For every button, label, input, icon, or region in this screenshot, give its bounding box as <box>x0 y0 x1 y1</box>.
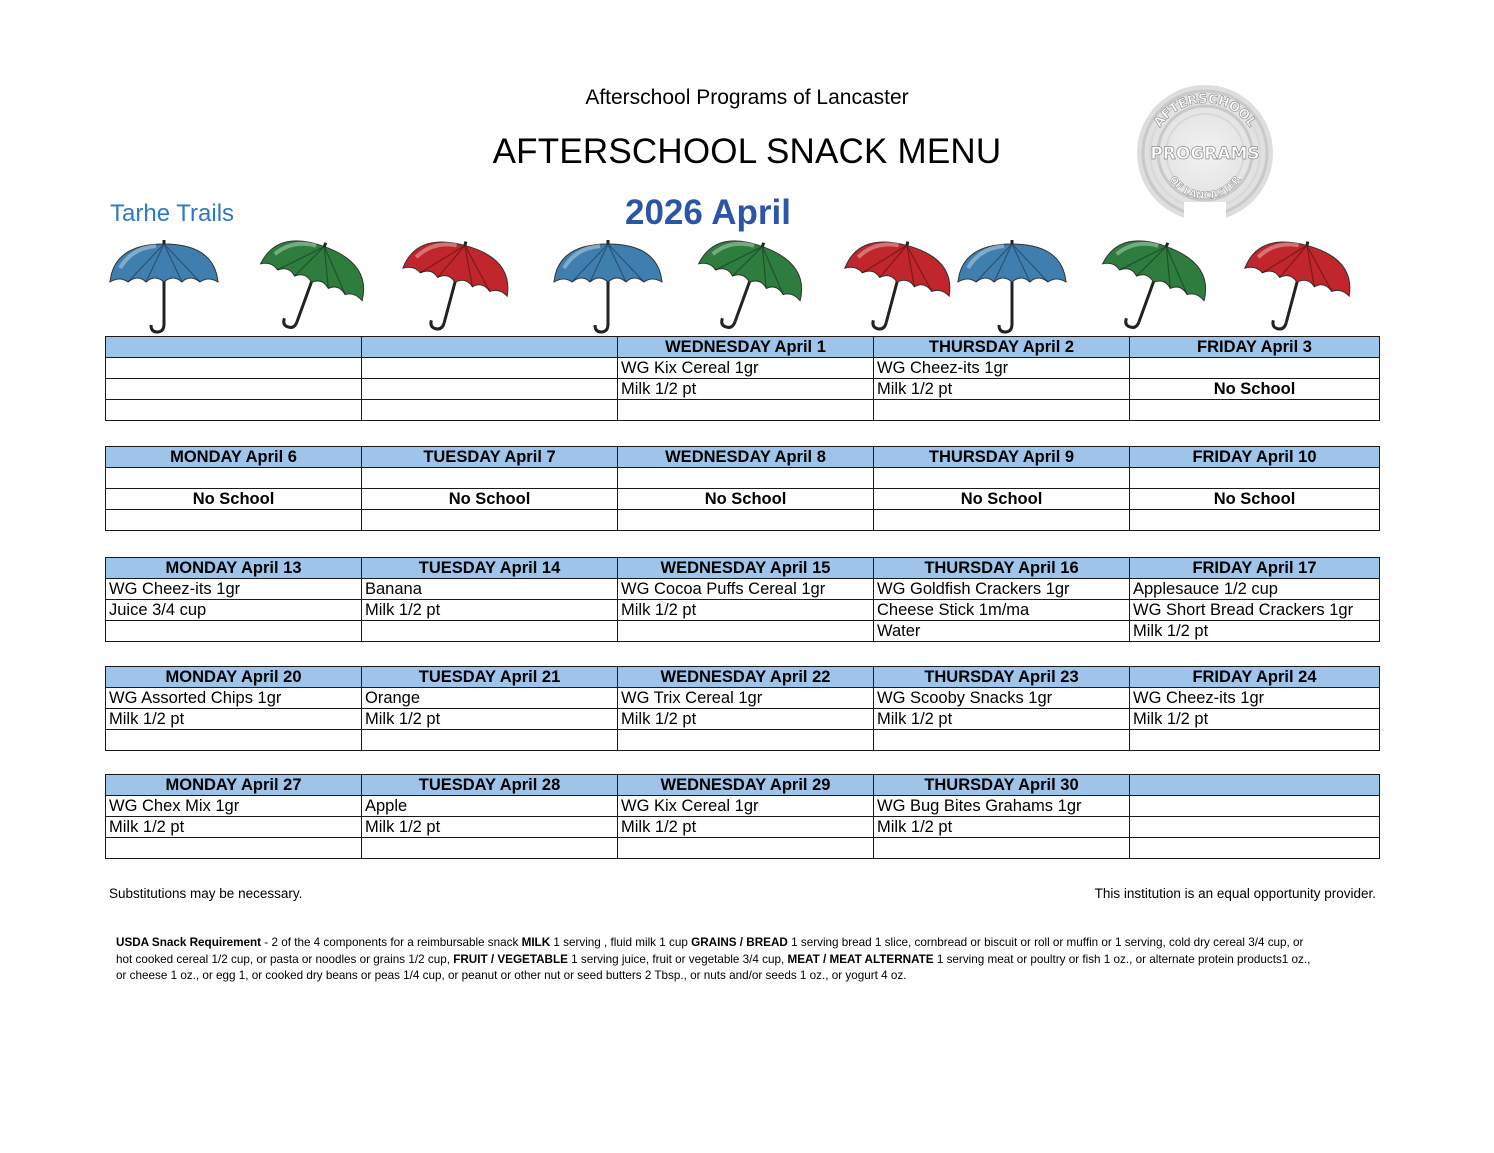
menu-row <box>106 709 1380 730</box>
day-header: FRIDAY April 3 <box>1130 337 1380 358</box>
menu-item-cell: Milk 1/2 pt <box>106 709 362 730</box>
menu-item-cell: Water <box>874 621 1130 642</box>
menu-item-cell <box>106 621 362 642</box>
menu-item-cell <box>618 838 874 859</box>
fruit-text: 1 serving juice, fruit or vegetable 3/4 cup, <box>567 952 788 966</box>
umbrella-icon <box>838 236 954 334</box>
menu-item-cell: Milk 1/2 pt <box>1130 709 1380 730</box>
menu-item-cell: Milk 1/2 pt <box>362 817 618 838</box>
umbrella-icon <box>1238 236 1354 334</box>
menu-item-cell <box>874 468 1130 489</box>
day-header: WEDNESDAY April 8 <box>618 447 874 468</box>
menu-item-cell <box>106 510 362 531</box>
usda-requirement-note <box>116 935 1316 985</box>
menu-item-cell: Milk 1/2 pt <box>874 817 1130 838</box>
menu-item-cell: WG Cheez-its 1gr <box>1130 688 1380 709</box>
menu-item-cell: WG Goldfish Crackers 1gr <box>874 579 1130 600</box>
day-header: THURSDAY April 2 <box>874 337 1130 358</box>
menu-item-cell: Milk 1/2 pt <box>618 600 874 621</box>
menu-item-cell: Milk 1/2 pt <box>1130 621 1380 642</box>
day-header-row <box>106 337 1380 358</box>
program-logo <box>1124 82 1286 224</box>
menu-item-cell <box>362 621 618 642</box>
menu-item-cell <box>106 358 362 379</box>
menu-item-cell: Banana <box>362 579 618 600</box>
menu-row <box>106 358 1380 379</box>
logo-text-top: AFTERSCHOOL <box>1151 91 1259 131</box>
menu-item-cell: WG Cheez-its 1gr <box>106 579 362 600</box>
menu-item-cell <box>874 838 1130 859</box>
day-header <box>1130 775 1380 796</box>
menu-row <box>106 621 1380 642</box>
menu-item-cell: Applesauce 1/2 cup <box>1130 579 1380 600</box>
menu-item-cell <box>1130 358 1380 379</box>
day-header: WEDNESDAY April 15 <box>618 558 874 579</box>
menu-row <box>106 400 1380 421</box>
day-header: THURSDAY April 30 <box>874 775 1130 796</box>
week-table <box>105 774 1380 859</box>
day-header: THURSDAY April 16 <box>874 558 1130 579</box>
day-header-row <box>106 775 1380 796</box>
menu-item-cell: Milk 1/2 pt <box>618 709 874 730</box>
no-school-cell: No School <box>362 489 618 510</box>
menu-item-cell <box>1130 400 1380 421</box>
day-header: MONDAY April 13 <box>106 558 362 579</box>
menu-item-cell <box>1130 796 1380 817</box>
usda-title: USDA Snack Requirement <box>116 936 262 949</box>
day-header: MONDAY April 20 <box>106 667 362 688</box>
menu-item-cell: WG Short Bread Crackers 1gr <box>1130 600 1380 621</box>
month-title: 2026 April <box>624 193 791 232</box>
substitutions-note: Substitutions may be necessary. <box>109 886 303 901</box>
day-header <box>362 337 618 358</box>
no-school-cell: No School <box>1130 379 1380 400</box>
no-school-cell: No School <box>618 489 874 510</box>
menu-item-cell <box>106 379 362 400</box>
menu-item-cell: WG Cheez-its 1gr <box>874 358 1130 379</box>
umbrella-icon <box>252 236 368 334</box>
menu-item-cell: WG Chex Mix 1gr <box>106 796 362 817</box>
menu-row <box>106 379 1380 400</box>
day-header: TUESDAY April 14 <box>362 558 618 579</box>
menu-item-cell: Milk 1/2 pt <box>106 817 362 838</box>
milk-text: 1 serving , fluid milk 1 cup <box>550 936 692 949</box>
menu-item-cell <box>106 838 362 859</box>
no-school-cell: No School <box>1130 489 1380 510</box>
meat-text: 1 serving meat or poultry or fish 1 oz., or alternate protein products1 oz., or cheese 1 oz., or egg 1, or cooked dry beans or peas 1/4 cup, or peanut or other nut or seed butters 2 Tbsp., or nuts and/or seeds 1 oz., or yogurt 4 oz. <box>116 952 1311 982</box>
menu-item-cell <box>618 510 874 531</box>
meat-label: MEAT / MEAT ALTERNATE <box>787 952 934 966</box>
menu-item-cell <box>362 510 618 531</box>
umbrella-icon <box>690 236 806 334</box>
day-header: MONDAY April 27 <box>106 775 362 796</box>
no-school-cell: No School <box>106 489 362 510</box>
day-header-row <box>106 667 1380 688</box>
day-header: TUESDAY April 21 <box>362 667 618 688</box>
menu-title: AFTERSCHOOL SNACK MENU <box>492 132 1002 171</box>
menu-item-cell <box>1130 510 1380 531</box>
umbrella-icon <box>954 236 1070 334</box>
menu-row <box>106 730 1380 751</box>
week-table <box>105 336 1380 421</box>
menu-item-cell <box>1130 817 1380 838</box>
menu-item-cell: WG Scooby Snacks 1gr <box>874 688 1130 709</box>
menu-row <box>106 817 1380 838</box>
day-header-row <box>106 447 1380 468</box>
logo-text-middle: PROGRAMS <box>1150 144 1260 164</box>
menu-item-cell: WG Bug Bites Grahams 1gr <box>874 796 1130 817</box>
menu-item-cell: Juice 3/4 cup <box>106 600 362 621</box>
day-header: TUESDAY April 28 <box>362 775 618 796</box>
usda-intro: - 2 of the 4 components for a reimbursable snack <box>261 936 522 949</box>
day-header: WEDNESDAY April 22 <box>618 667 874 688</box>
menu-row <box>106 600 1380 621</box>
menu-item-cell: Milk 1/2 pt <box>362 600 618 621</box>
menu-item-cell: WG Kix Cereal 1gr <box>618 796 874 817</box>
menu-item-cell: Milk 1/2 pt <box>362 709 618 730</box>
fruit-label: FRUIT / VEGETABLE <box>453 952 568 966</box>
site-name: Tarhe Trails <box>110 200 235 227</box>
menu-item-cell <box>618 621 874 642</box>
menu-item-cell: Milk 1/2 pt <box>874 379 1130 400</box>
menu-item-cell <box>362 838 618 859</box>
logo-text-bottom: OF LANCASTER <box>1166 174 1244 203</box>
menu-item-cell: Milk 1/2 pt <box>618 379 874 400</box>
menu-item-cell <box>106 400 362 421</box>
menu-row <box>106 688 1380 709</box>
menu-item-cell <box>618 400 874 421</box>
menu-item-cell <box>362 379 618 400</box>
menu-row <box>106 838 1380 859</box>
menu-item-cell <box>1130 838 1380 859</box>
menu-item-cell: Apple <box>362 796 618 817</box>
menu-item-cell: Orange <box>362 688 618 709</box>
day-header: THURSDAY April 23 <box>874 667 1130 688</box>
menu-item-cell <box>618 468 874 489</box>
week-table <box>105 446 1380 531</box>
menu-item-cell: WG Assorted Chips 1gr <box>106 688 362 709</box>
menu-row <box>106 579 1380 600</box>
day-header <box>106 337 362 358</box>
menu-item-cell <box>362 358 618 379</box>
menu-item-cell <box>1130 468 1380 489</box>
day-header: FRIDAY April 24 <box>1130 667 1380 688</box>
week-table <box>105 557 1380 642</box>
menu-item-cell <box>1130 730 1380 751</box>
equal-opportunity-note: This institution is an equal opportunity provider. <box>1094 886 1376 901</box>
menu-item-cell: Milk 1/2 pt <box>618 817 874 838</box>
menu-item-cell <box>106 730 362 751</box>
day-header-row <box>106 558 1380 579</box>
menu-row <box>106 796 1380 817</box>
menu-item-cell: WG Kix Cereal 1gr <box>618 358 874 379</box>
day-header: TUESDAY April 7 <box>362 447 618 468</box>
grains-label: GRAINS / BREAD <box>691 936 788 949</box>
menu-row <box>106 489 1380 510</box>
umbrella-icon <box>550 236 666 334</box>
menu-item-cell <box>362 400 618 421</box>
umbrella-icon <box>106 236 222 334</box>
day-header: WEDNESDAY April 1 <box>618 337 874 358</box>
day-header: FRIDAY April 17 <box>1130 558 1380 579</box>
org-name: Afterschool Programs of Lancaster <box>585 86 909 109</box>
umbrella-icon <box>396 236 512 334</box>
grains-text: 1 serving bread 1 slice, cornbread or biscuit or roll or muffin or 1 serving, cold dry cereal 3/4 cup, or hot cooked cereal 1/2 cup, or pasta or noodles or grains 1/2 cup, <box>116 936 1304 966</box>
no-school-cell: No School <box>874 489 1130 510</box>
day-header: THURSDAY April 9 <box>874 447 1130 468</box>
menu-item-cell: Milk 1/2 pt <box>874 709 1130 730</box>
menu-row <box>106 468 1380 489</box>
menu-item-cell <box>874 510 1130 531</box>
day-header: WEDNESDAY April 29 <box>618 775 874 796</box>
menu-row <box>106 510 1380 531</box>
menu-item-cell <box>874 730 1130 751</box>
menu-item-cell <box>362 730 618 751</box>
milk-label: MILK <box>521 936 551 949</box>
week-table <box>105 666 1380 751</box>
menu-item-cell <box>106 468 362 489</box>
day-header: MONDAY April 6 <box>106 447 362 468</box>
day-header: FRIDAY April 10 <box>1130 447 1380 468</box>
menu-item-cell <box>618 730 874 751</box>
menu-item-cell: WG Cocoa Puffs Cereal 1gr <box>618 579 874 600</box>
menu-item-cell: WG Trix Cereal 1gr <box>618 688 874 709</box>
menu-item-cell <box>874 400 1130 421</box>
umbrella-icon <box>1094 236 1210 334</box>
menu-item-cell <box>362 468 618 489</box>
menu-item-cell: Cheese Stick 1m/ma <box>874 600 1130 621</box>
